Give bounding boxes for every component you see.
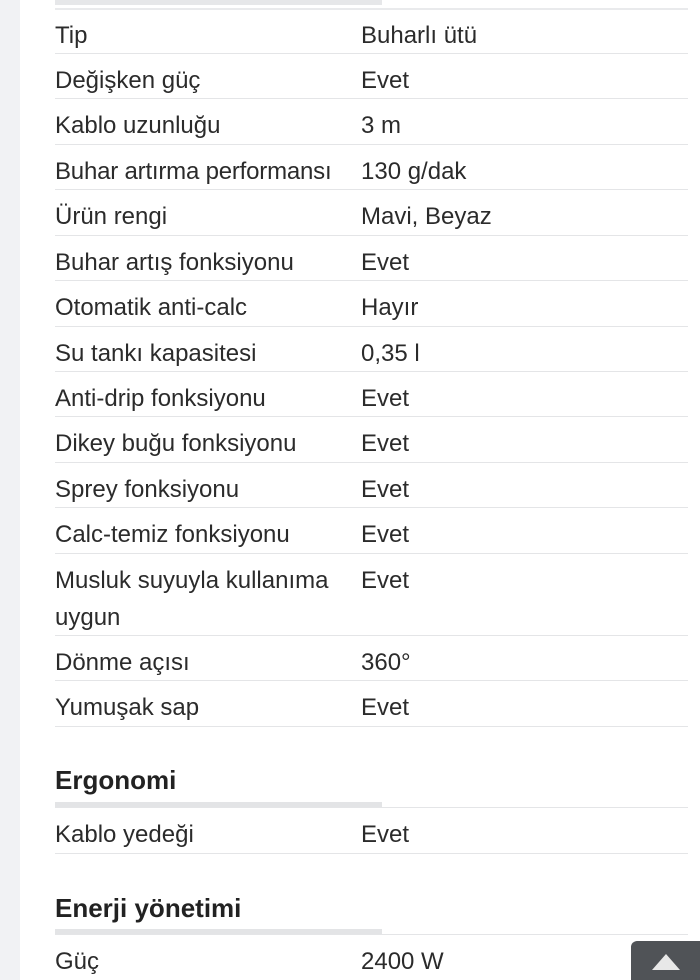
spec-value: Evet (361, 694, 410, 721)
spec-row-otomatik-anti-calc (55, 281, 688, 327)
spec-row-buhar-artirma (55, 145, 688, 190)
spec-label: Ürün rengi (55, 203, 168, 230)
section-title-enerji: Enerji yönetimi (55, 893, 242, 923)
spec-label: Dönme açısı (55, 649, 190, 676)
spec-label: Tip (55, 22, 88, 49)
spec-value: Evet (361, 821, 410, 848)
spec-label: Sprey fonksiyonu (55, 476, 240, 503)
spec-sheet (20, 0, 700, 980)
spec-row-anti-drip (55, 372, 688, 417)
spec-row-calc-temiz (55, 508, 688, 554)
spec-row-kablo-yedegi (55, 808, 688, 854)
spec-value: 360° (361, 649, 411, 676)
spec-row-kablo-uzunlugu (55, 99, 688, 145)
spec-value: Evet (361, 430, 410, 457)
spec-row-su-tanki (55, 327, 688, 372)
spec-label: Su tankı kapasitesi (55, 340, 257, 367)
spec-label: Calc-temiz fonksiyonu (55, 521, 290, 548)
spec-label: Anti-drip fonksiyonu (55, 385, 266, 412)
spec-value: Evet (361, 476, 410, 503)
spec-row-sprey (55, 463, 688, 508)
section-title-ergonomi: Ergonomi (55, 765, 177, 795)
chevron-up-icon (652, 954, 680, 970)
spec-value: 0,35 l (361, 340, 420, 367)
scroll-to-top-button[interactable] (631, 941, 700, 980)
spec-label: Yumuşak sap (55, 694, 200, 721)
spec-row-urun-rengi (55, 190, 688, 236)
spec-row-degisken-guc (55, 54, 688, 99)
spec-label: Dikey buğu fonksiyonu (55, 430, 297, 457)
spec-row-dikey-bugu (55, 417, 688, 463)
spec-label: Kablo uzunluğu (55, 112, 221, 139)
spec-label: Otomatik anti-calc (55, 294, 248, 321)
spec-label: Kablo yedeği (55, 821, 194, 848)
spec-value: Buharlı ütü (361, 22, 478, 49)
spec-row-guc (55, 935, 688, 980)
spec-value: 130 g/dak (361, 158, 467, 185)
spec-row-tip (55, 9, 688, 54)
spec-label: Buhar artış fonksiyonu (55, 249, 294, 276)
spec-label: Güç (55, 948, 100, 975)
spec-value: Mavi, Beyaz (361, 203, 492, 230)
spec-value: 2400 W (361, 948, 444, 975)
spec-value: Evet (361, 567, 410, 594)
spec-value: Evet (361, 521, 410, 548)
spec-value: Hayır (361, 294, 419, 321)
spec-label: Değişken güç (55, 67, 201, 94)
spec-row-musluk-suyu (55, 554, 688, 636)
spec-row-donme-acisi (55, 636, 688, 681)
spec-value: Evet (361, 67, 410, 94)
spec-value: Evet (361, 385, 410, 412)
spec-label: Musluk suyuyla kullanıma uygun (55, 567, 329, 631)
spec-value: Evet (361, 249, 410, 276)
spec-row-buhar-artis (55, 236, 688, 281)
spec-value: 3 m (361, 112, 402, 139)
spec-label: Buhar artırma performansı (55, 158, 332, 185)
spec-row-yumusak-sap (55, 681, 688, 727)
